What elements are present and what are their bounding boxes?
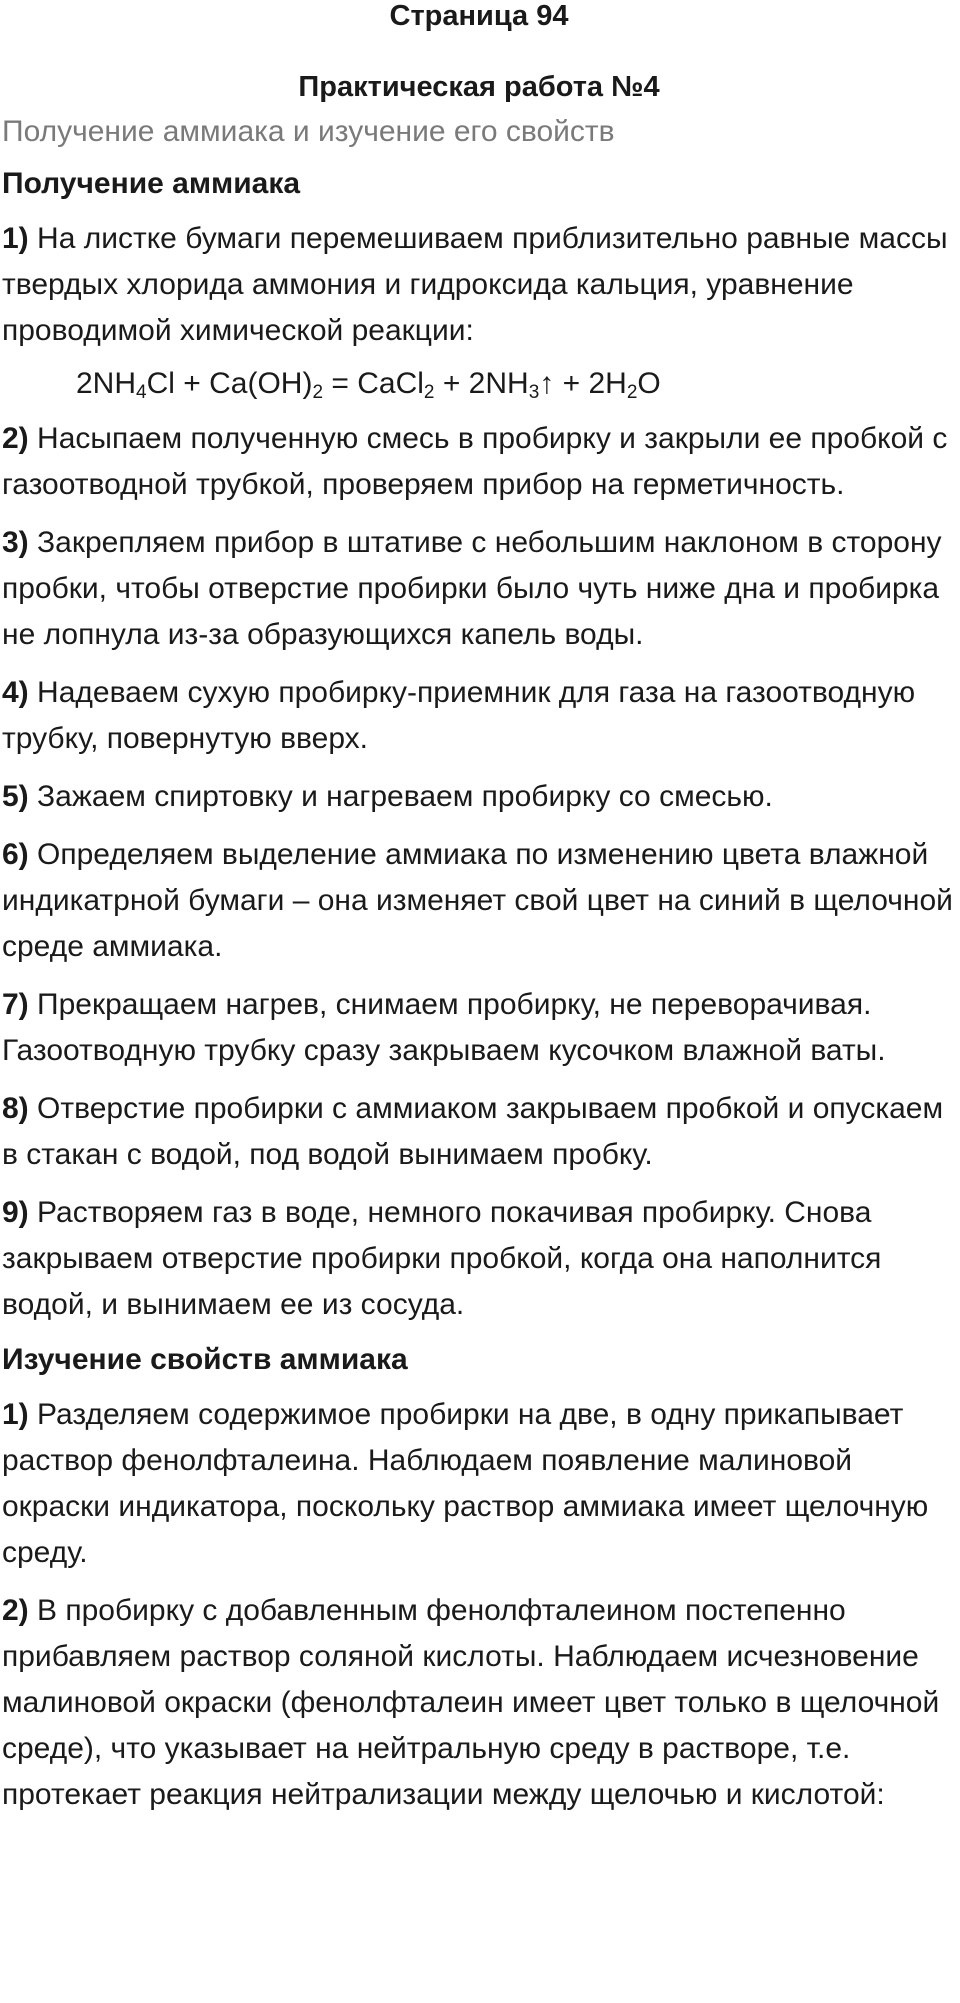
step-text: Насыпаем полученную смесь в пробирку и закрыли ее пробкой с газоотводной трубкой, проверяем прибор на герметичность. — [2, 422, 948, 501]
step-text: Зажаем спиртовку и нагреваем пробирку со смесью. — [37, 780, 773, 813]
step-text: Прекращаем нагрев, снимаем пробирку, не переворачивая. Газоотводную трубку сразу закрываем кусочком влажной ваты. — [2, 988, 886, 1067]
property-step-2 — [2, 1588, 956, 1818]
step-number: 7) — [2, 988, 29, 1021]
step-4 — [2, 670, 956, 762]
step-number: 2) — [2, 422, 29, 455]
subtitle: Получение аммиака и изучение его свойств — [2, 115, 615, 148]
step-1 — [2, 216, 956, 354]
step-6 — [2, 832, 956, 970]
step-number: 4) — [2, 676, 29, 709]
step-text: В пробирку с добавленным фенолфталеином постепенно прибавляем раствор соляной кислоты. Наблюдаем исчезновение малиновой окраски (фенолфталеин имеет цвет только в щелочной среде), что указывает на нейтральную среду в растворе, т.е. протекает реакция нейтрализации между щелочью и кислотой: — [2, 1594, 940, 1811]
step-2 — [2, 416, 956, 508]
step-number: 6) — [2, 838, 29, 871]
step-8 — [2, 1086, 956, 1178]
step-text: Определяем выделение аммиака по изменению цвета влажной индикатрной бумаги – она изменяет свой цвет на синий в щелочной среде аммиака. — [2, 838, 953, 963]
step-3 — [2, 520, 956, 658]
work-title: Практическая работа №4 — [298, 71, 660, 103]
step-number: 2) — [2, 1594, 29, 1627]
step-text: Отверстие пробирки с аммиаком закрываем пробкой и опускаем в стакан с водой, под водой вынимаем пробку. — [2, 1092, 944, 1171]
step-text: Разделяем содержимое пробирки на две, в одну прикапывает раствор фенолфталеина. Наблюдаем появление малиновой окраски индикатора, поскольку раствор аммиака имеет щелочную среду. — [2, 1398, 929, 1569]
page-title: Страница 94 — [389, 0, 569, 32]
step-text: На листке бумаги перемешиваем приблизительно равные массы твердых хлорида аммония и гидроксида кальция, уравнение проводимой химической реакции: — [2, 222, 948, 347]
step-7 — [2, 982, 956, 1074]
step-text: Надеваем сухую пробирку-приемник для газа на газоотводную трубку, повернутую вверх. — [2, 676, 916, 755]
step-text: Растворяем газ в воде, немного покачивая пробирку. Снова закрываем отверстие пробирки пробкой, когда она наполнится водой, и вынимаем ее из сосуда. — [2, 1196, 882, 1321]
step-number: 5) — [2, 780, 29, 813]
step-5 — [2, 774, 956, 820]
step-number: 8) — [2, 1092, 29, 1125]
step-number: 1) — [2, 1398, 29, 1431]
step-number: 9) — [2, 1196, 29, 1229]
step-number: 1) — [2, 222, 29, 255]
section-heading-obtaining: Получение аммиака — [2, 167, 301, 200]
property-step-1 — [2, 1392, 956, 1576]
step-number: 3) — [2, 526, 29, 559]
reaction-equation: $2NH_4Cl + Ca(OH)_2$ = CaCl$_2$ + $2NH_3↑ + 2H_2O$ — [76, 367, 661, 403]
section-heading-properties: Изучение свойств аммиака — [2, 1343, 408, 1376]
step-9 — [2, 1190, 956, 1328]
step-text: Закрепляем прибор в штативе с небольшим наклоном в сторону пробки, чтобы отверстие пробирки было чуть ниже дна и пробирка не лопнула из-за образующихся капель воды. — [2, 526, 942, 651]
